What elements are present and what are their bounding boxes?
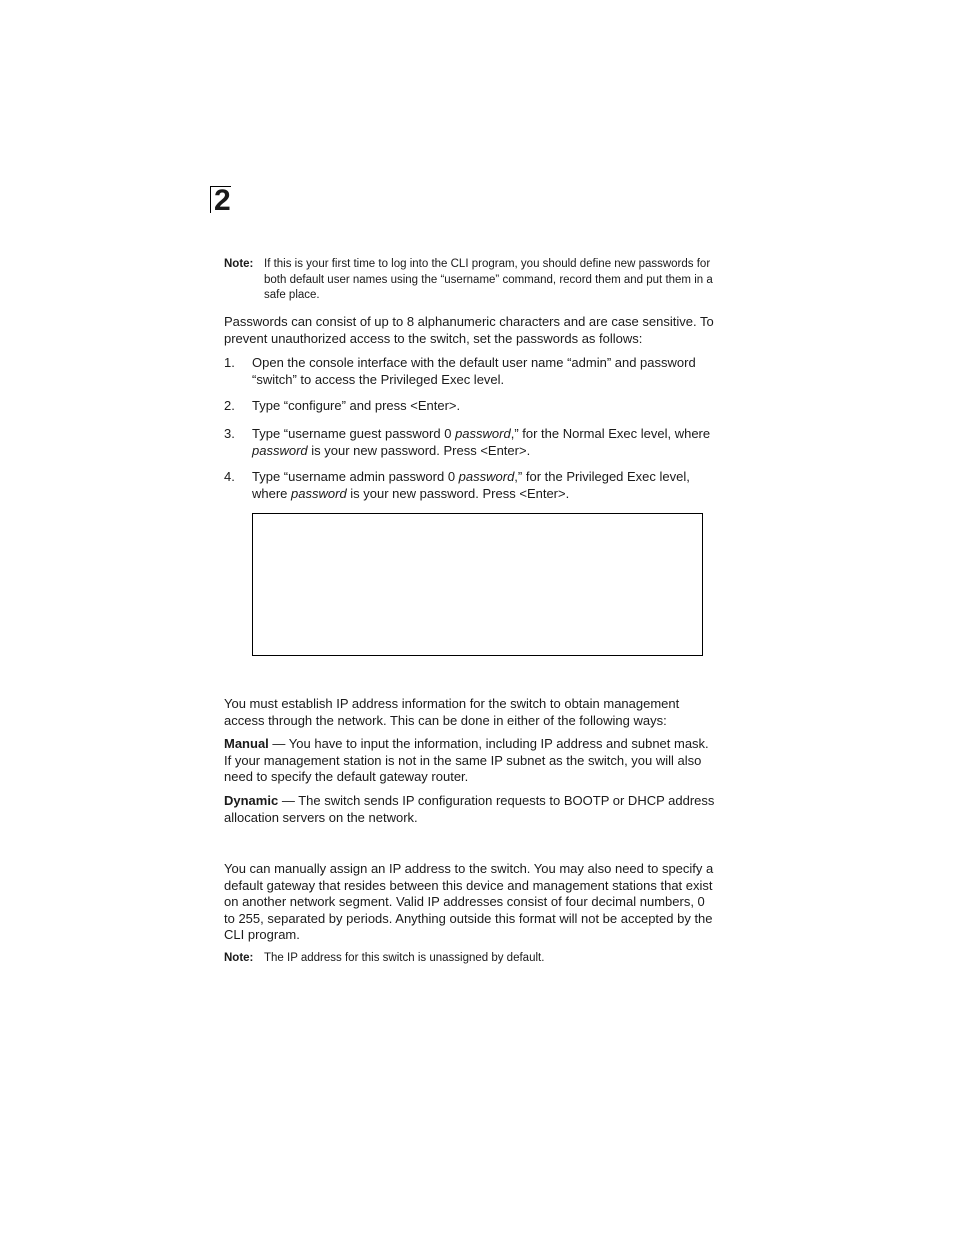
chapter-number: 2 bbox=[210, 186, 231, 213]
password-intro: Passwords can consist of up to 8 alphanumeric characters and are case sensitive. To prevent unauthorized access to the switch, set the passwords as follows: bbox=[224, 314, 714, 346]
step-number: 1. bbox=[224, 355, 235, 370]
manual-assign-paragraph: You can manually assign an IP address to the switch. You may also need to specify a default gateway that resides between this device and management stations that exist on another network segment. Valid IP addresses consist of four decimal numbers, 0 to 255, separated by periods. Anything outside this format will not be accepted by the CLI program. bbox=[224, 861, 714, 942]
note-label: Note: bbox=[224, 952, 254, 964]
step-text: Type “username guest password 0 password,” for the Normal Exec level, where password is your new password. Press <Enter>. bbox=[252, 426, 711, 458]
note-label: Note: bbox=[224, 258, 254, 270]
step-3 bbox=[224, 426, 716, 459]
manual-term: Manual bbox=[224, 736, 269, 751]
step-text: Type “username admin password 0 password,” for the Privileged Exec level, where password is your new password. Press <Enter>. bbox=[252, 469, 690, 501]
step-number: 4. bbox=[224, 469, 235, 484]
note-first-login bbox=[224, 257, 714, 304]
dynamic-term: Dynamic bbox=[224, 793, 279, 808]
cli-example-box bbox=[252, 513, 703, 656]
note-text: The IP address for this switch is unassigned by default. bbox=[264, 952, 545, 964]
step-number: 3. bbox=[224, 426, 235, 441]
step-text: Type “configure” and press <Enter>. bbox=[252, 398, 461, 413]
step-number: 2. bbox=[224, 398, 235, 413]
ip-intro: You must establish IP address information for the switch to obtain management access through the network. This can be done in either of the following ways: bbox=[224, 696, 680, 728]
step-4 bbox=[224, 469, 716, 502]
step-text: Open the console interface with the default user name “admin” and password “switch” to access the Privileged Exec level. bbox=[252, 355, 696, 387]
step-2 bbox=[224, 398, 716, 415]
manual-option: Manual — You have to input the information, including IP address and subnet mask. If your management station is not in the same IP subnet as the switch, you will also need to specify the default gateway router. bbox=[224, 736, 709, 784]
step-1 bbox=[224, 355, 716, 388]
dynamic-option: Dynamic — The switch sends IP configuration requests to BOOTP or DHCP address allocation servers on the network. bbox=[224, 793, 715, 825]
note-ip-unassigned bbox=[224, 951, 714, 967]
note-text: If this is your first time to log into the CLI program, you should define new passwords for both default user names using the “username” command, record them and put them in a safe place. bbox=[264, 258, 713, 301]
